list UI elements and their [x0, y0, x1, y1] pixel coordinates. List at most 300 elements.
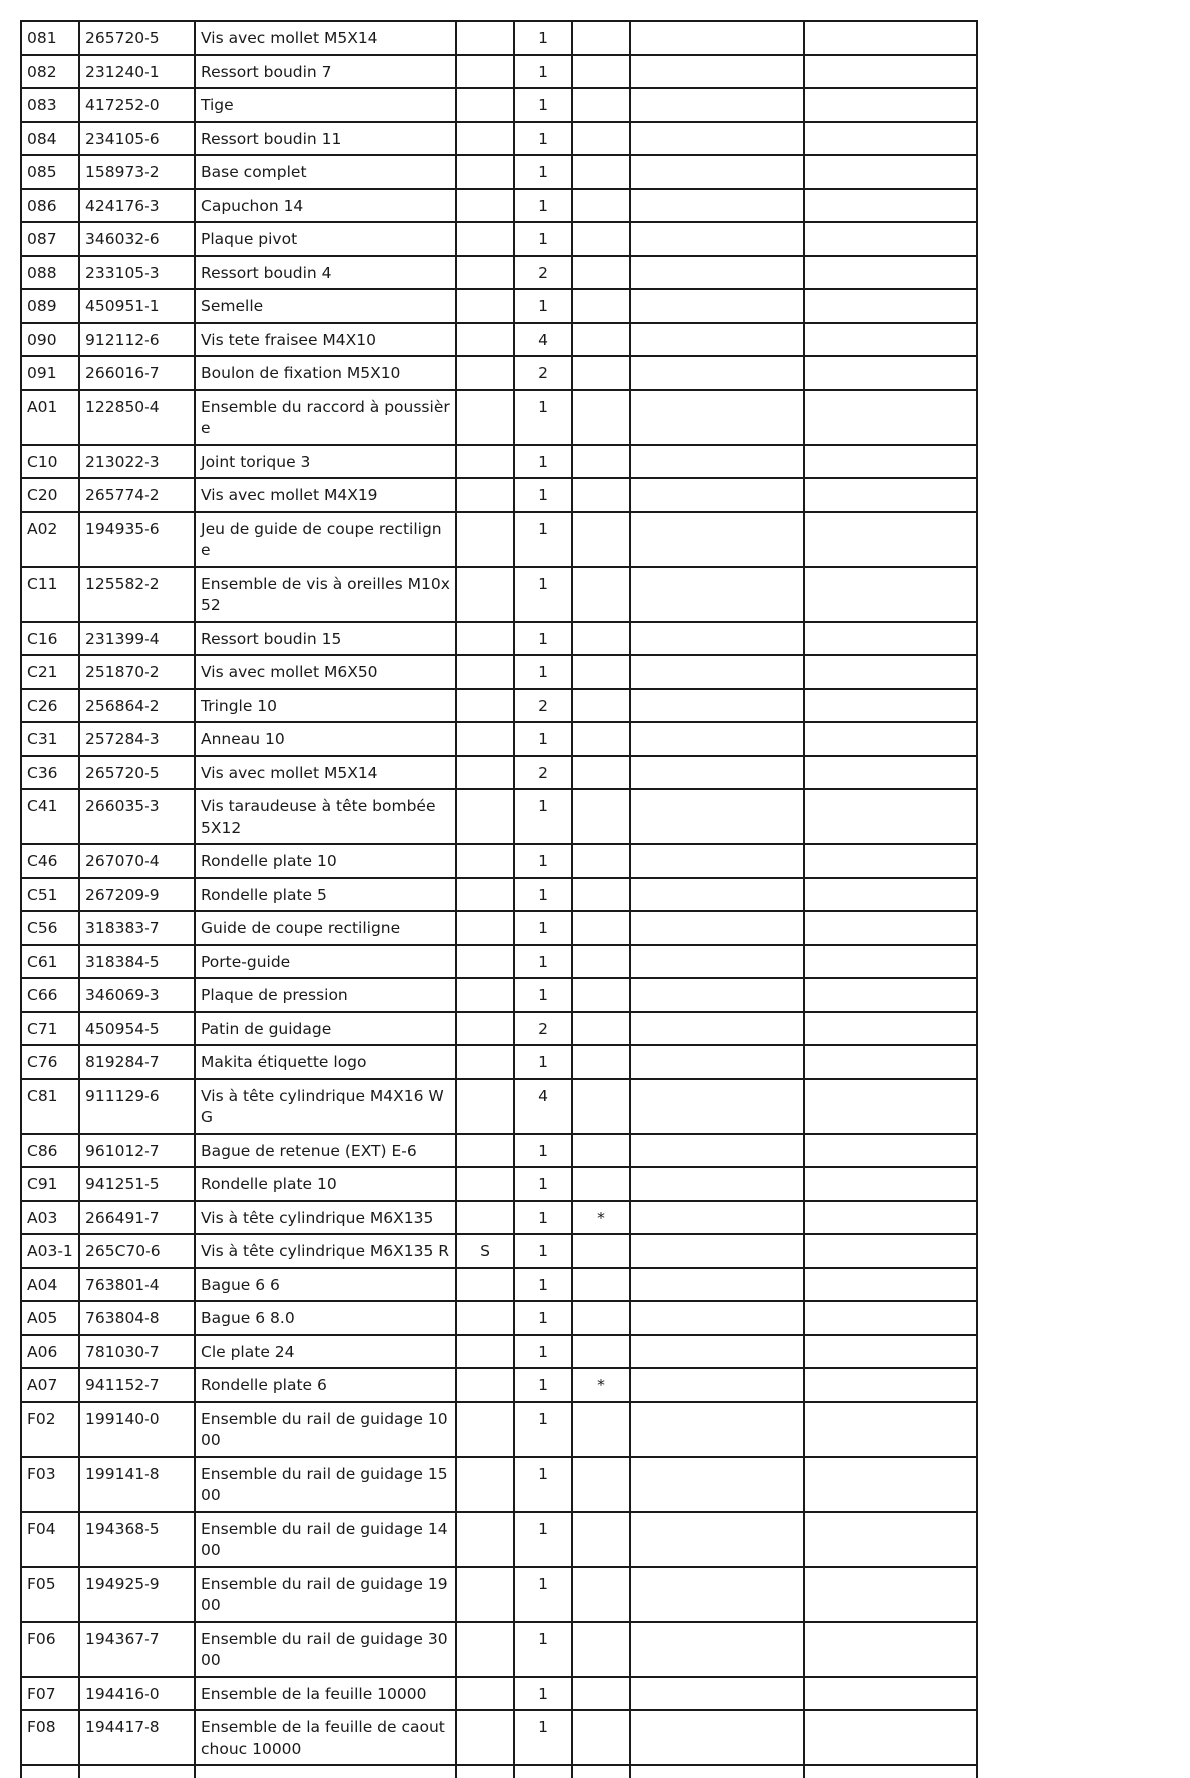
empty-cell [804, 222, 977, 256]
quantity-cell: 1 [514, 478, 572, 512]
empty-cell [630, 323, 804, 357]
note-cell [572, 1079, 630, 1134]
description-cell: Tige [195, 88, 456, 122]
quantity-cell: 1 [514, 1201, 572, 1235]
description-cell: Semelle [195, 289, 456, 323]
marker-cell [456, 689, 514, 723]
empty-cell [630, 88, 804, 122]
quantity-cell: 1 [514, 978, 572, 1012]
quantity-cell: 2 [514, 756, 572, 790]
marker-cell [456, 978, 514, 1012]
quantity-cell: 1 [514, 390, 572, 445]
part-number-cell: 199141-8 [79, 1457, 195, 1512]
note-cell [572, 878, 630, 912]
item-number-cell: F07 [21, 1677, 79, 1711]
marker-cell [456, 722, 514, 756]
marker-cell [456, 88, 514, 122]
note-cell [572, 55, 630, 89]
quantity-cell: 1 [514, 1457, 572, 1512]
quantity-cell: 1 [514, 1134, 572, 1168]
table-row [21, 1167, 977, 1201]
part-number-cell: 318384-5 [79, 945, 195, 979]
note-cell [572, 567, 630, 622]
note-cell [572, 622, 630, 656]
part-number-cell: 194935-6 [79, 512, 195, 567]
part-number-cell: 231240-1 [79, 55, 195, 89]
part-number-cell: 781030-7 [79, 1335, 195, 1369]
empty-cell [630, 1234, 804, 1268]
empty-cell [630, 1079, 804, 1134]
empty-cell [804, 689, 977, 723]
description-cell: Tringle 10 [195, 689, 456, 723]
empty-cell [630, 911, 804, 945]
empty-cell [630, 1134, 804, 1168]
item-number-cell: 089 [21, 289, 79, 323]
empty-cell [804, 622, 977, 656]
description-cell: Bague de retenue (EXT) E-6 [195, 1134, 456, 1168]
item-number-cell: A06 [21, 1335, 79, 1369]
marker-cell [456, 122, 514, 156]
part-number-cell: 267070-4 [79, 844, 195, 878]
part-number-cell: 122850-4 [79, 390, 195, 445]
item-number-cell: 084 [21, 122, 79, 156]
part-number-cell: 199140-0 [79, 1402, 195, 1457]
note-cell [572, 655, 630, 689]
table-row [21, 878, 977, 912]
part-number-cell: 194417-8 [79, 1710, 195, 1765]
table-row [21, 1457, 977, 1512]
description-cell: Ensemble du raccord à poussière [195, 390, 456, 445]
empty-cell [630, 1012, 804, 1046]
empty-cell [630, 622, 804, 656]
item-number-cell: C41 [21, 789, 79, 844]
note-cell [572, 1234, 630, 1268]
item-number-cell: C20 [21, 478, 79, 512]
table-row [21, 256, 977, 290]
empty-cell [630, 222, 804, 256]
table-row [21, 689, 977, 723]
note-cell [572, 1167, 630, 1201]
quantity-cell: 1 [514, 1335, 572, 1369]
part-number-cell: 213022-3 [79, 445, 195, 479]
quantity-cell: 2 [514, 256, 572, 290]
note-cell: * [572, 1201, 630, 1235]
quantity-cell: 1 [514, 512, 572, 567]
description-cell: Jeu de guide de coupe rectiligne [195, 512, 456, 567]
quantity-cell: 2 [514, 1012, 572, 1046]
empty-cell [804, 512, 977, 567]
empty-cell [572, 1765, 630, 1778]
note-cell [572, 122, 630, 156]
empty-cell [804, 88, 977, 122]
empty-cell [804, 844, 977, 878]
note-cell [572, 978, 630, 1012]
quantity-cell: 4 [514, 323, 572, 357]
description-cell: Rondelle plate 10 [195, 1167, 456, 1201]
item-number-cell: F04 [21, 1512, 79, 1567]
note-cell [572, 756, 630, 790]
marker-cell [456, 445, 514, 479]
empty-cell [630, 1622, 804, 1677]
quantity-cell: 1 [514, 289, 572, 323]
item-number-cell: 091 [21, 356, 79, 390]
empty-cell [804, 789, 977, 844]
quantity-cell: 1 [514, 567, 572, 622]
empty-cell [630, 356, 804, 390]
note-cell [572, 1567, 630, 1622]
description-cell: Patin de guidage [195, 1012, 456, 1046]
marker-cell [456, 390, 514, 445]
part-number-cell: 257284-3 [79, 722, 195, 756]
empty-cell [630, 1167, 804, 1201]
empty-cell [804, 1167, 977, 1201]
item-number-cell: A01 [21, 390, 79, 445]
table-row-continuation [21, 1765, 977, 1778]
empty-cell [630, 445, 804, 479]
quantity-cell: 1 [514, 1268, 572, 1302]
empty-cell [804, 1079, 977, 1134]
empty-cell [804, 878, 977, 912]
marker-cell [456, 1710, 514, 1765]
note-cell [572, 21, 630, 55]
table-row [21, 323, 977, 357]
quantity-cell: 1 [514, 122, 572, 156]
empty-cell [804, 655, 977, 689]
item-number-cell: C26 [21, 689, 79, 723]
item-number-cell: 090 [21, 323, 79, 357]
empty-cell [630, 122, 804, 156]
empty-cell [804, 722, 977, 756]
empty-cell [804, 911, 977, 945]
table-row [21, 512, 977, 567]
description-cell: Vis à tête cylindrique M4X16 WG [195, 1079, 456, 1134]
note-cell [572, 1012, 630, 1046]
part-number-cell: 911129-6 [79, 1079, 195, 1134]
part-number-cell: 233105-3 [79, 256, 195, 290]
note-cell [572, 1402, 630, 1457]
item-number-cell: 088 [21, 256, 79, 290]
marker-cell [456, 1301, 514, 1335]
quantity-cell: 4 [514, 1079, 572, 1134]
description-cell: Ressort boudin 15 [195, 622, 456, 656]
quantity-cell: 1 [514, 844, 572, 878]
empty-cell [804, 1457, 977, 1512]
empty-cell [630, 1045, 804, 1079]
item-number-cell: C56 [21, 911, 79, 945]
empty-cell [804, 1012, 977, 1046]
note-cell [572, 689, 630, 723]
quantity-cell: 1 [514, 1301, 572, 1335]
description-cell: Ressort boudin 11 [195, 122, 456, 156]
table-row [21, 1234, 977, 1268]
part-number-cell: 266491-7 [79, 1201, 195, 1235]
empty-cell [630, 1201, 804, 1235]
empty-cell [630, 567, 804, 622]
quantity-cell: 1 [514, 1622, 572, 1677]
empty-cell [804, 1335, 977, 1369]
part-number-cell: 231399-4 [79, 622, 195, 656]
quantity-cell: 1 [514, 911, 572, 945]
empty-cell [630, 256, 804, 290]
item-number-cell: 085 [21, 155, 79, 189]
quantity-cell: 1 [514, 622, 572, 656]
empty-cell [630, 512, 804, 567]
quantity-cell: 1 [514, 722, 572, 756]
description-cell: Vis avec mollet M5X14 [195, 21, 456, 55]
note-cell [572, 1268, 630, 1302]
empty-cell [804, 1677, 977, 1711]
empty-cell [630, 945, 804, 979]
table-row [21, 1134, 977, 1168]
description-cell: Ressort boudin 7 [195, 55, 456, 89]
empty-cell [630, 55, 804, 89]
table-row [21, 1402, 977, 1457]
description-cell: Anneau 10 [195, 722, 456, 756]
note-cell [572, 1512, 630, 1567]
marker-cell [456, 1079, 514, 1134]
table-row [21, 478, 977, 512]
table-row [21, 122, 977, 156]
table-row [21, 1045, 977, 1079]
table-row [21, 390, 977, 445]
part-number-cell: 819284-7 [79, 1045, 195, 1079]
item-number-cell: C36 [21, 756, 79, 790]
part-number-cell: 265774-2 [79, 478, 195, 512]
empty-cell [804, 21, 977, 55]
parts-table [20, 20, 978, 1778]
marker-cell [456, 878, 514, 912]
empty-cell [804, 1234, 977, 1268]
table-row [21, 945, 977, 979]
marker-cell [456, 1167, 514, 1201]
item-number-cell: C66 [21, 978, 79, 1012]
part-number-cell: 256864-2 [79, 689, 195, 723]
quantity-cell: 2 [514, 689, 572, 723]
empty-cell [514, 1765, 572, 1778]
description-cell: Vis tete fraisee M4X10 [195, 323, 456, 357]
empty-cell [456, 1765, 514, 1778]
part-number-cell: 267209-9 [79, 878, 195, 912]
note-cell [572, 789, 630, 844]
description-cell: Bague 6 6 [195, 1268, 456, 1302]
marker-cell [456, 55, 514, 89]
empty-cell [804, 122, 977, 156]
note-cell [572, 1677, 630, 1711]
empty-cell [804, 1710, 977, 1765]
table-row [21, 1201, 977, 1235]
empty-cell [630, 1677, 804, 1711]
note-cell [572, 222, 630, 256]
marker-cell [456, 1457, 514, 1512]
empty-cell [804, 1045, 977, 1079]
empty-cell [804, 155, 977, 189]
note-cell [572, 1457, 630, 1512]
item-number-cell: C16 [21, 622, 79, 656]
note-cell: * [572, 1368, 630, 1402]
empty-cell [630, 289, 804, 323]
note-cell [572, 1622, 630, 1677]
quantity-cell: 1 [514, 1677, 572, 1711]
quantity-cell: 1 [514, 655, 572, 689]
empty-cell [630, 756, 804, 790]
note-cell [572, 1335, 630, 1369]
quantity-cell: 1 [514, 1045, 572, 1079]
description-cell: Vis taraudeuse à tête bombée 5X12 [195, 789, 456, 844]
description-cell: Guide de coupe rectiligne [195, 911, 456, 945]
part-number-cell: 763801-4 [79, 1268, 195, 1302]
empty-cell [804, 756, 977, 790]
empty-cell [630, 1457, 804, 1512]
part-number-cell: 194925-9 [79, 1567, 195, 1622]
empty-cell [630, 1268, 804, 1302]
description-cell: Plaque pivot [195, 222, 456, 256]
empty-cell [804, 1134, 977, 1168]
marker-cell [456, 478, 514, 512]
note-cell [572, 445, 630, 479]
part-number-cell: 234105-6 [79, 122, 195, 156]
item-number-cell: C86 [21, 1134, 79, 1168]
part-number-cell: 265720-5 [79, 756, 195, 790]
description-cell: Ressort boudin 4 [195, 256, 456, 290]
description-cell: Ensemble du rail de guidage 1000 [195, 1402, 456, 1457]
table-row [21, 978, 977, 1012]
part-number-cell: 125582-2 [79, 567, 195, 622]
table-row [21, 21, 977, 55]
marker-cell [456, 512, 514, 567]
marker-cell [456, 155, 514, 189]
note-cell [572, 256, 630, 290]
description-cell: Vis avec mollet M5X14 [195, 756, 456, 790]
marker-cell [456, 323, 514, 357]
part-number-cell: 941152-7 [79, 1368, 195, 1402]
note-cell [572, 1045, 630, 1079]
quantity-cell: 1 [514, 789, 572, 844]
item-number-cell: F05 [21, 1567, 79, 1622]
empty-cell [804, 478, 977, 512]
description-cell: Vis à tête cylindrique M6X135 R [195, 1234, 456, 1268]
empty-cell [79, 1765, 195, 1778]
marker-cell [456, 567, 514, 622]
part-number-cell: 158973-2 [79, 155, 195, 189]
quantity-cell: 1 [514, 1710, 572, 1765]
description-cell: Vis avec mollet M6X50 [195, 655, 456, 689]
note-cell [572, 478, 630, 512]
empty-cell [804, 1765, 977, 1778]
item-number-cell: C51 [21, 878, 79, 912]
quantity-cell: 1 [514, 1368, 572, 1402]
part-number-cell: 194416-0 [79, 1677, 195, 1711]
item-number-cell: C11 [21, 567, 79, 622]
marker-cell [456, 1134, 514, 1168]
empty-cell [804, 390, 977, 445]
parts-table-body [21, 21, 977, 1778]
note-cell [572, 390, 630, 445]
empty-cell [630, 21, 804, 55]
marker-cell: S [456, 1234, 514, 1268]
empty-cell [21, 1765, 79, 1778]
empty-cell [804, 256, 977, 290]
item-number-cell: 083 [21, 88, 79, 122]
empty-cell [804, 1201, 977, 1235]
part-number-cell: 912112-6 [79, 323, 195, 357]
empty-cell [630, 789, 804, 844]
description-cell: Rondelle plate 6 [195, 1368, 456, 1402]
empty-cell [804, 1268, 977, 1302]
table-row [21, 622, 977, 656]
description-cell: Capuchon 14 [195, 189, 456, 223]
marker-cell [456, 1268, 514, 1302]
empty-cell [630, 722, 804, 756]
empty-cell [630, 1301, 804, 1335]
note-cell [572, 722, 630, 756]
description-cell: Joint torique 3 [195, 445, 456, 479]
part-number-cell: 450951-1 [79, 289, 195, 323]
marker-cell [456, 756, 514, 790]
item-number-cell: C91 [21, 1167, 79, 1201]
item-number-cell: A04 [21, 1268, 79, 1302]
part-number-cell: 251870-2 [79, 655, 195, 689]
quantity-cell: 1 [514, 1402, 572, 1457]
empty-cell [630, 390, 804, 445]
quantity-cell: 1 [514, 189, 572, 223]
note-cell [572, 911, 630, 945]
table-row [21, 1677, 977, 1711]
note-cell [572, 844, 630, 878]
marker-cell [456, 256, 514, 290]
part-number-cell: 266035-3 [79, 789, 195, 844]
quantity-cell: 1 [514, 155, 572, 189]
empty-cell [804, 567, 977, 622]
table-row [21, 445, 977, 479]
marker-cell [456, 21, 514, 55]
description-cell: Ensemble du rail de guidage 3000 [195, 1622, 456, 1677]
empty-cell [804, 1301, 977, 1335]
item-number-cell: C10 [21, 445, 79, 479]
description-cell: Cle plate 24 [195, 1335, 456, 1369]
empty-cell [630, 1710, 804, 1765]
part-number-cell: 346032-6 [79, 222, 195, 256]
note-cell [572, 945, 630, 979]
note-cell [572, 289, 630, 323]
empty-cell [804, 1402, 977, 1457]
empty-cell [804, 323, 977, 357]
empty-cell [630, 1567, 804, 1622]
empty-cell [804, 1512, 977, 1567]
empty-cell [804, 1368, 977, 1402]
marker-cell [456, 789, 514, 844]
table-row [21, 1567, 977, 1622]
note-cell [572, 512, 630, 567]
table-row [21, 844, 977, 878]
quantity-cell: 1 [514, 445, 572, 479]
item-number-cell: C46 [21, 844, 79, 878]
empty-cell [630, 1765, 804, 1778]
table-row [21, 756, 977, 790]
item-number-cell: C76 [21, 1045, 79, 1079]
marker-cell [456, 189, 514, 223]
part-number-cell: 763804-8 [79, 1301, 195, 1335]
note-cell [572, 1134, 630, 1168]
empty-cell [630, 189, 804, 223]
table-row [21, 88, 977, 122]
item-number-cell: F03 [21, 1457, 79, 1512]
part-number-cell: 265C70-6 [79, 1234, 195, 1268]
quantity-cell: 1 [514, 88, 572, 122]
empty-cell [804, 945, 977, 979]
description-cell: Bague 6 8.0 [195, 1301, 456, 1335]
item-number-cell: 082 [21, 55, 79, 89]
table-row [21, 1512, 977, 1567]
